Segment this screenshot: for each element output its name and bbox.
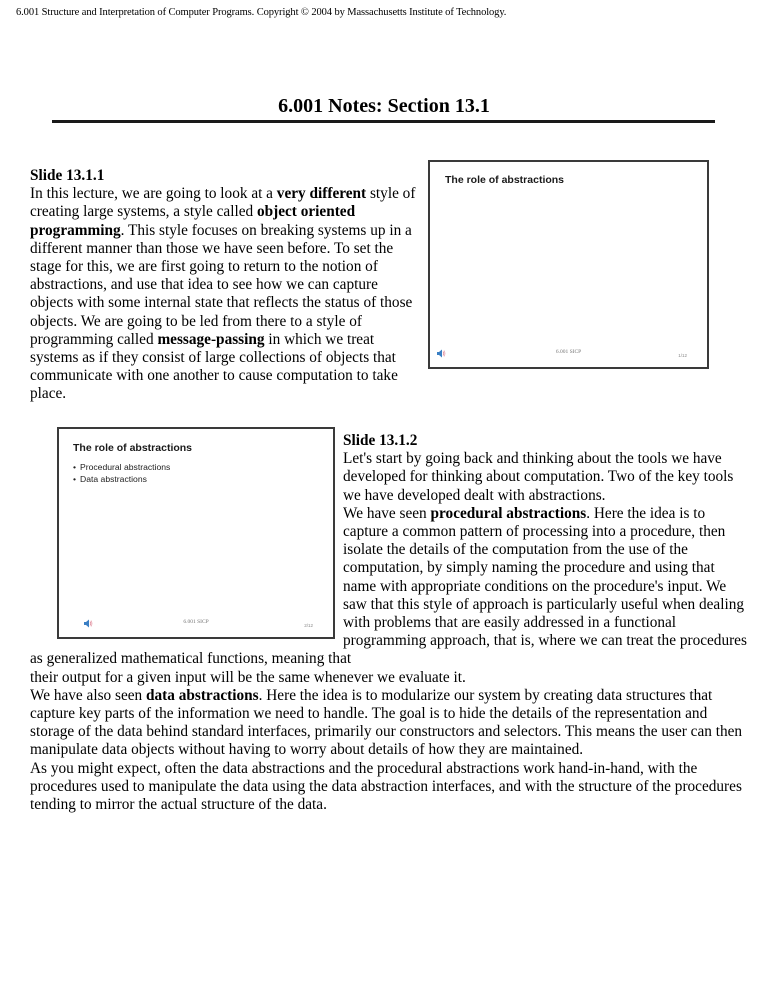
slide-13-1-1-text — [30, 167, 422, 404]
text: . Here the idea is to modularize our system by creating data structures that capture key parts of the information we need to handle. The goal is to hide the details of the representation and storage of the data behind standard interfaces, primarily our constructors and selectors. This means the user can then manipulate data objects without having to worry about details of how they are maintained. — [30, 686, 743, 759]
slide-bullet: • Data abstractions — [73, 473, 170, 485]
emphasis: data abstractions — [146, 686, 259, 704]
page-title: 6.001 Notes: Section 13.1 — [278, 95, 490, 117]
text: We have seen — [343, 504, 431, 522]
slide-footer-label: 6.001 SICP — [183, 619, 209, 625]
text: in which we treat systems as if they consist of large collections of objects that communicate with one another to cause computation to take place. — [30, 330, 398, 403]
text: . Here the idea is to capture a common pattern of processing into a procedure, then isolate the details of the computation from the use of the computation, by simply naming the procedure and using that name with appropriate conditions on the procedure's input. We saw that this style of approach is particularly useful when dealing with problems that are easily addressed in a functional programming approach, that is, where we can treat the procedures as generalized mathematical functions, meaning that — [30, 504, 747, 668]
slide-page-number: 2/12 — [304, 623, 313, 628]
slide-title: The role of abstractions — [73, 442, 193, 454]
text: Let's start by going back and thinking about the tools we have developed for thinking about computation. Two of the key tools we have developed dealt with abstractions. — [343, 450, 734, 504]
text: As you might expect, often the data abstractions and the procedural abstractions work hand-in-hand, with the procedures used to manipulate the data using the data abstraction interfaces, and with the structure of the procedures tending to mirror the actual structure of the data. — [30, 759, 742, 814]
slide-13-1-2-text — [30, 432, 750, 814]
emphasis: procedural abstractions — [430, 504, 587, 522]
paragraph — [30, 669, 750, 687]
slide-bullet: • Procedural abstractions — [73, 461, 170, 473]
slide-image-spacer — [30, 432, 343, 640]
slide-title: The role of abstractions — [445, 174, 565, 186]
copyright-header: 6.001 Structure and Interpretation of Computer Programs. Copyright © 2004 by Massachusetts Institute of Technology. — [16, 7, 507, 18]
emphasis: message-passing — [157, 330, 265, 348]
slide-heading: Slide 13.1.2 — [343, 432, 418, 449]
text: . This style focuses on breaking systems up in a different manner than those we have seen before. To set the stage for this, we are first going to return to the notion of abstractions, and use that idea to see how we can capture objects with some internal state that reflects the status of those objects. We are going to be led from there to a style of programming called — [30, 221, 413, 348]
text: In this lecture, we are going to look at a — [30, 185, 277, 203]
slide-heading: Slide 13.1.1 — [30, 167, 105, 184]
slide-page-number: 1/12 — [678, 353, 687, 358]
text: We have also seen — [30, 686, 146, 704]
text: style of creating large systems, a style called — [30, 185, 416, 221]
slide-image-13-1-1 — [428, 160, 709, 369]
slide-footer-label: 6.001 SICP — [555, 349, 582, 355]
emphasis: very different — [276, 185, 367, 203]
paragraph — [30, 760, 750, 815]
emphasis: object oriented programming — [30, 203, 356, 239]
title-divider — [52, 120, 715, 123]
text: their output for a given input will be the same whenever we evaluate it. — [30, 668, 466, 686]
paragraph — [30, 687, 750, 760]
